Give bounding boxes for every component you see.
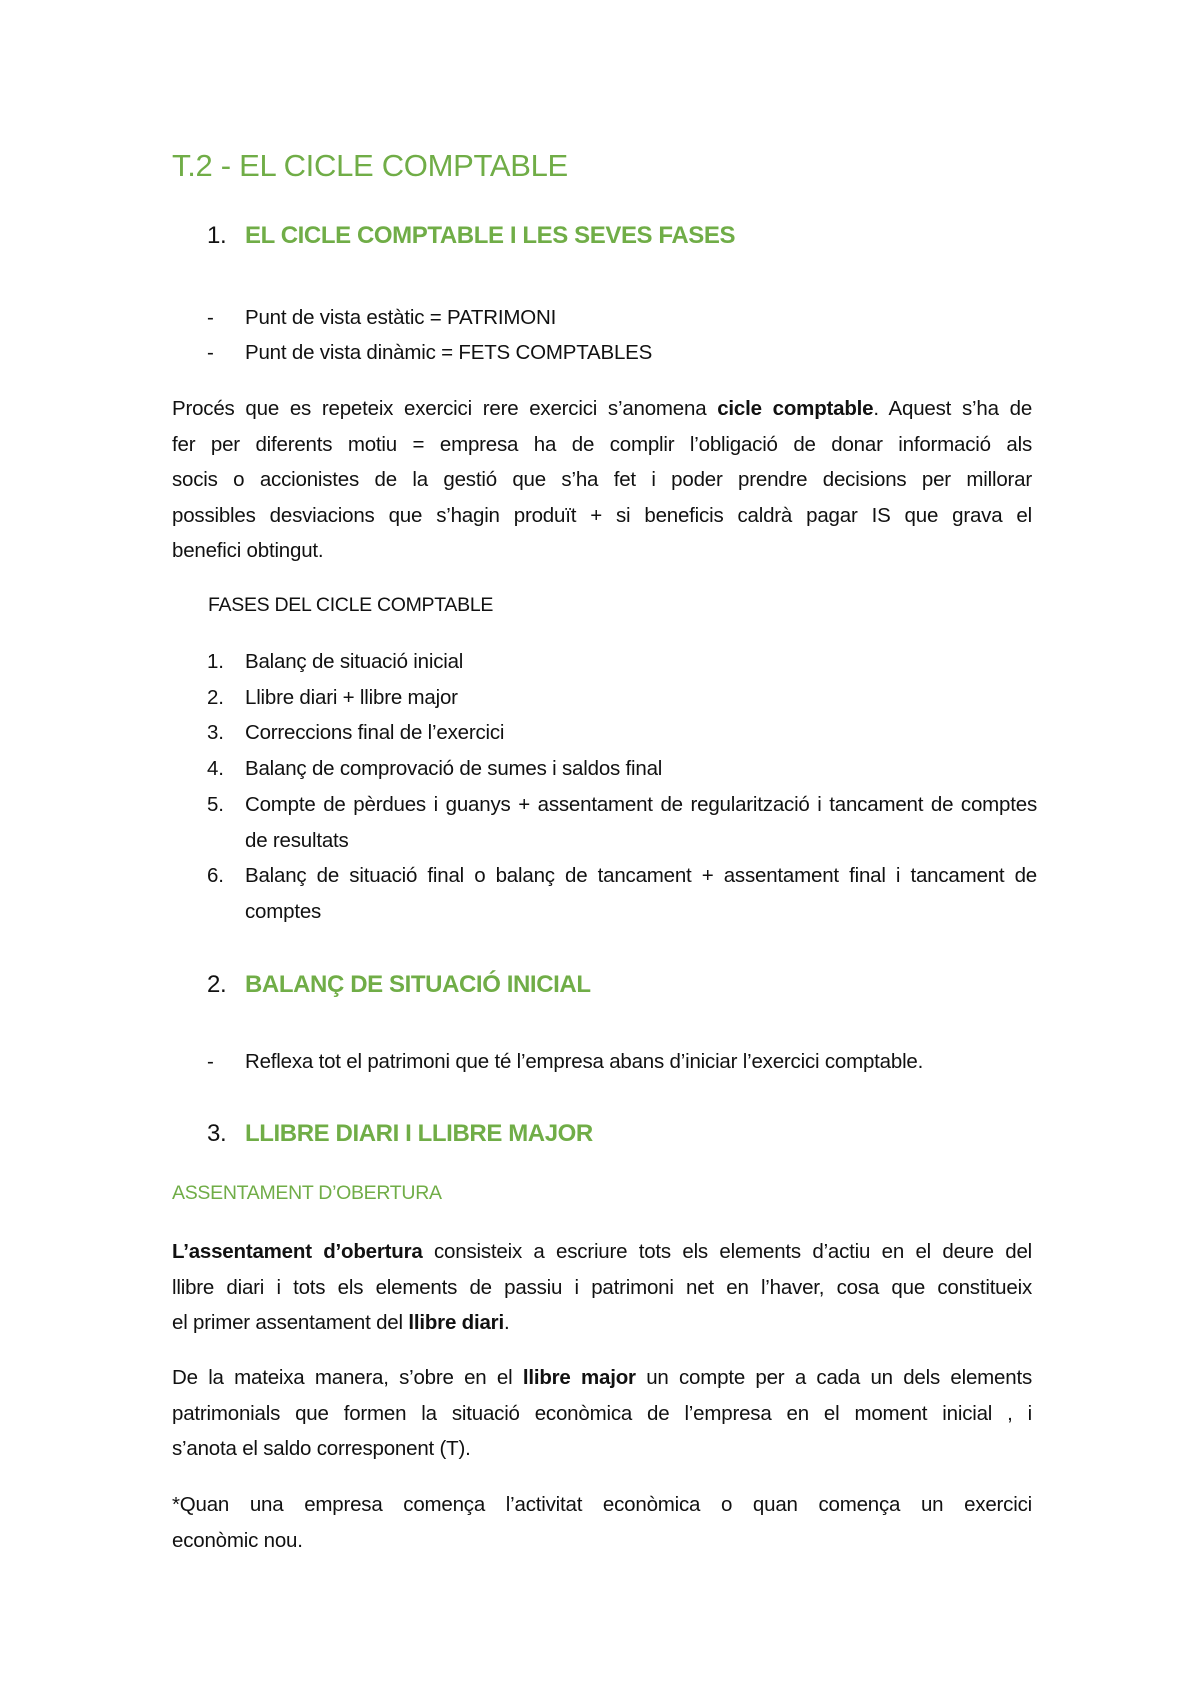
paragraph-line: benefici obtingut. bbox=[172, 539, 324, 562]
phase-number: 5. bbox=[207, 793, 224, 816]
bold-term: llibre major bbox=[522, 1366, 636, 1389]
bullet-text: Reflexa tot el patrimoni que té l’empresa abans d’iniciar l’exercici comptable. bbox=[245, 1050, 924, 1073]
phase-number: 3. bbox=[207, 721, 224, 744]
paragraph-line: De la mateixa manera, s’obre en el llibre major un compte per a cada un dels elements bbox=[172, 1366, 1032, 1389]
bullet-item bbox=[207, 335, 652, 370]
phase-item bbox=[207, 858, 1037, 929]
paragraph-line: econòmic nou. bbox=[172, 1528, 303, 1552]
bold-term: assentament d’obertura bbox=[188, 1240, 423, 1263]
phase-text: Balanç de situació inicial bbox=[245, 650, 464, 673]
subheading-assentament-obertura: ASSENTAMENT D’OBERTURA bbox=[172, 1182, 442, 1204]
paragraph-line: el primer assentament del llibre diari. bbox=[172, 1311, 510, 1334]
section-1-title: EL CICLE COMPTABLE I LES SEVES FASES bbox=[245, 222, 736, 249]
bullet-dash: - bbox=[207, 341, 214, 364]
phase-text: Correccions final de l’exercici bbox=[245, 721, 505, 744]
paragraph-line: patrimonials que formen la situació econòmica de l’empresa en el moment inicial , i bbox=[172, 1401, 1032, 1425]
section-3-title: LLIBRE DIARI I LLIBRE MAJOR bbox=[245, 1120, 593, 1147]
section-1-heading bbox=[207, 222, 735, 250]
phase-item bbox=[207, 644, 1037, 680]
phase-item bbox=[207, 680, 1037, 716]
section-3-number: 3. bbox=[207, 1120, 227, 1147]
bullet-item bbox=[207, 1044, 923, 1079]
phase-text: Balanç de comprovació de sumes i saldos final bbox=[245, 757, 663, 780]
paragraph-line: L’assentament d’obertura consisteix a escriure tots els elements d’actiu en el deure del bbox=[172, 1240, 1032, 1263]
phase-number: 2. bbox=[207, 686, 224, 709]
bold-term: cicle comptable bbox=[717, 397, 874, 420]
phase-text: Llibre diari + llibre major bbox=[245, 686, 458, 709]
section-3-heading bbox=[207, 1120, 593, 1148]
paragraph-note bbox=[172, 1487, 1032, 1558]
document-title: T.2 - EL CICLE COMPTABLE bbox=[172, 148, 568, 183]
phase-item bbox=[207, 751, 1037, 787]
bullet-text: Punt de vista dinàmic = FETS COMPTABLES bbox=[245, 341, 653, 364]
section-2-heading bbox=[207, 971, 591, 999]
phase-text: Balanç de situació final o balanç de tancament + assentament final i tancament de comptes bbox=[245, 864, 1037, 923]
paragraph-line: socis o accionistes de la gestió que s’ha fet i poder prendre decisions per millorar bbox=[172, 468, 1032, 491]
phase-item bbox=[207, 715, 1037, 751]
paragraph-assentament-obertura bbox=[172, 1234, 1032, 1341]
paragraph-llibre-major bbox=[172, 1360, 1032, 1467]
bold-term: llibre diari bbox=[408, 1311, 504, 1334]
phase-item bbox=[207, 787, 1037, 858]
paragraph-cicle-comptable bbox=[172, 391, 1032, 569]
bullet-item bbox=[207, 300, 556, 335]
phase-number: 6. bbox=[207, 864, 224, 887]
paragraph-line: llibre diari i tots els elements de passiu i patrimoni net en l’haver, cosa que constitueix bbox=[172, 1275, 1032, 1299]
bullet-dash: - bbox=[207, 306, 214, 329]
paragraph-line: s’anota el saldo corresponent (T). bbox=[172, 1437, 471, 1460]
paragraph-line: Procés que es repeteix exercici rere exercici s’anomena cicle comptable. Aquest s’ha de bbox=[172, 397, 1033, 420]
paragraph-line: possibles desviacions que s’hagin produït + si beneficis caldrà pagar IS que grava el bbox=[172, 503, 1032, 527]
phase-number: 1. bbox=[207, 650, 224, 673]
bullet-text: Punt de vista estàtic = PATRIMONI bbox=[245, 306, 557, 329]
phases-heading: FASES DEL CICLE COMPTABLE bbox=[208, 594, 494, 616]
paragraph-line: *Quan una empresa comença l’activitat econòmica o quan comença un exercici bbox=[172, 1493, 1032, 1516]
section-2-number: 2. bbox=[207, 971, 227, 998]
section-2-title: BALANÇ DE SITUACIÓ INICIAL bbox=[245, 971, 591, 998]
section-1-number: 1. bbox=[207, 222, 227, 249]
phase-text: Compte de pèrdues i guanys + assentament de regularització i tancament de comptes de resultats bbox=[245, 793, 1037, 852]
paragraph-line: fer per diferents motiu = empresa ha de complir l’obligació de donar informació als bbox=[172, 432, 1032, 456]
bullet-dash: - bbox=[207, 1050, 214, 1073]
phase-number: 4. bbox=[207, 757, 224, 780]
